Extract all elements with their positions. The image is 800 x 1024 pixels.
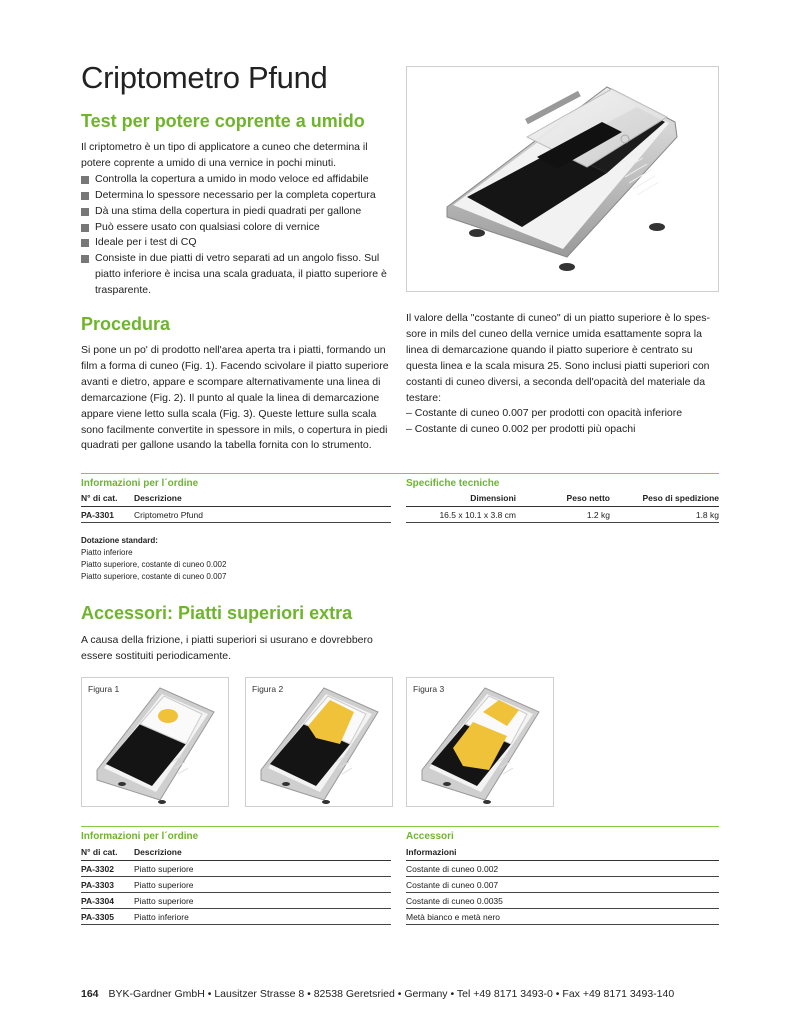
feature-list xyxy=(81,172,397,299)
square-bullet-icon xyxy=(81,224,89,232)
table-row xyxy=(406,507,719,523)
figure-3-illustration xyxy=(407,678,555,808)
feature-item: Può essere usato con qualsiasi colore di vernice xyxy=(81,220,397,236)
square-bullet-icon xyxy=(81,192,89,200)
wedge-constant-item: – Costante di cuneo 0.002 per prodotti più opachi xyxy=(406,423,636,436)
intro-heading: Test per potere coprente a umido xyxy=(81,111,365,131)
square-bullet-icon xyxy=(81,176,89,184)
square-bullet-icon xyxy=(81,239,89,247)
shipping-weight: 1.8 kg xyxy=(610,507,719,523)
section-divider xyxy=(81,473,719,474)
accessory-info: Costante di cuneo 0.0035 xyxy=(406,893,719,909)
figure-3 xyxy=(406,677,554,807)
table-row xyxy=(81,893,391,909)
wedge-constant-item: – Costante di cuneo 0.007 per prodotti con opacità inferiore xyxy=(406,407,683,420)
figure-1 xyxy=(81,677,229,807)
intro-paragraph: Il criptometro è un tipo di applicatore a cuneo che determina il potere coprente a umido di una vernice in pochi minuti. xyxy=(81,141,368,169)
col-description: Descrizione xyxy=(134,491,391,507)
table-row xyxy=(81,909,391,925)
table-row xyxy=(81,861,391,877)
cat-no: PA-3301 xyxy=(81,507,134,523)
feature-item: Dà una stima della copertura in piedi quadrati per gallone xyxy=(81,204,397,220)
feature-item: Determina lo spessore necessario per la completa copertura xyxy=(81,188,397,204)
feature-item: Consiste in due piatti di vetro separati ad un angolo fisso. Sul piatto inferiore è incisa una scala graduata, il piatto superiore è trasparente. xyxy=(81,251,397,299)
table-row xyxy=(406,877,719,893)
square-bullet-icon xyxy=(81,208,89,216)
standard-item: Piatto superiore, costante di cuneo 0.007 xyxy=(81,572,227,581)
cat-no: PA-3304 xyxy=(81,893,134,909)
standard-item: Piatto superiore, costante di cuneo 0.002 xyxy=(81,560,227,569)
accessories-table-heading: Accessori xyxy=(406,831,454,842)
col-information: Informazioni xyxy=(406,845,719,861)
col-dimensions: Dimensioni xyxy=(406,491,516,507)
procedure-heading: Procedura xyxy=(81,314,171,334)
tech-specs-table xyxy=(406,491,719,523)
standard-equipment-heading: Dotazione standard: xyxy=(81,536,158,545)
cat-no: PA-3303 xyxy=(81,877,134,893)
feature-item: Ideale per i test di CQ xyxy=(81,235,397,251)
product-photo xyxy=(406,66,719,292)
figure-2-illustration xyxy=(246,678,394,808)
description: Piatto superiore xyxy=(134,893,391,909)
company-address: BYK-Gardner GmbH • Lausitzer Strasse 8 • 82538 Geretsried • Germany • Tel +49 8171 3493-0 • Fax +49 8171 3493-140 xyxy=(108,988,675,1000)
order-info-heading-2: Informazioni per l´ordine xyxy=(81,831,199,842)
wedge-constant-paragraph: Il valore della "costante di cuneo" di un piatto superiore è lo spessore in mils del cuneo della vernice umida esattamente sopra la linea di demarcazione quando il piatto superiore è centrato su questa linea e la scala misura 25. Sono inclusi piatti superiori con costanti di cuneo diversi, a seconda dell'opacità del materiale da testare: xyxy=(406,312,710,404)
description: Piatto superiore xyxy=(134,861,391,877)
tech-specs-heading: Specifiche tecniche xyxy=(406,478,500,489)
col-shipping-weight: Peso di spedizione xyxy=(610,491,719,507)
figure-label: Figura 2 xyxy=(252,684,284,694)
col-cat-no: N° di cat. xyxy=(81,845,134,861)
figure-label: Figura 3 xyxy=(413,684,445,694)
accessories-heading: Accessori: Piatti superiori extra xyxy=(81,603,353,623)
cat-no: PA-3302 xyxy=(81,861,134,877)
order-table-accessories xyxy=(81,845,391,925)
col-cat-no: N° di cat. xyxy=(81,491,134,507)
order-info-heading: Informazioni per l´ordine xyxy=(81,478,199,489)
intro-block xyxy=(81,140,397,299)
accessory-info: Costante di cuneo 0.002 xyxy=(406,861,719,877)
description: Criptometro Pfund xyxy=(134,507,391,523)
col-net-weight: Peso netto xyxy=(516,491,610,507)
page-number: 164 xyxy=(81,988,99,1000)
square-bullet-icon xyxy=(81,255,89,263)
table-row xyxy=(81,507,391,523)
figure-label: Figura 1 xyxy=(88,684,120,694)
dimensions: 16.5 x 10.1 x 3.8 cm xyxy=(406,507,516,523)
accessory-info: Metà bianco e metà nero xyxy=(406,909,719,925)
table-row xyxy=(81,877,391,893)
feature-item: Controlla la copertura a umido in modo veloce ed affidabile xyxy=(81,172,397,188)
accessories-info-table xyxy=(406,845,719,925)
page-title: Criptometro Pfund xyxy=(81,60,328,95)
procedure-text-left: Si pone un po' di prodotto nell'area aperta tra i piatti, formando un film a forma di cuneo (Fig. 1). Facendo scivolare il piatto superiore avanti e dietro, appare e scompare alternativamente una linea di demarcazione (Fig. 2). Il punto al quale la linea di demarcazione appare viene letto sulla scala (Fig. 3). Queste letture sulla scala sono facilmente convertite in spessore in mils, o copertura in piedi quadrati per gallone usando la tabella fornita con lo strumento. xyxy=(81,344,389,452)
col-description: Descrizione xyxy=(134,845,391,861)
figure-1-illustration xyxy=(82,678,230,808)
table-row xyxy=(406,893,719,909)
accessories-paragraph: A causa della frizione, i piatti superiori si usurano e dovrebbero essere sostituiti periodicamente. xyxy=(81,634,373,662)
page-footer xyxy=(81,988,674,1000)
section-divider xyxy=(81,826,719,827)
description: Piatto inferiore xyxy=(134,909,391,925)
description: Piatto superiore xyxy=(134,877,391,893)
table-row xyxy=(406,861,719,877)
cryptometer-illustration xyxy=(407,67,720,293)
figure-2 xyxy=(245,677,393,807)
procedure-text-right xyxy=(406,311,719,438)
net-weight: 1.2 kg xyxy=(516,507,610,523)
standard-item: Piatto inferiore xyxy=(81,548,133,557)
standard-equipment xyxy=(81,535,226,583)
table-row xyxy=(406,909,719,925)
accessory-info: Costante di cuneo 0.007 xyxy=(406,877,719,893)
cat-no: PA-3305 xyxy=(81,909,134,925)
order-table-main xyxy=(81,491,391,523)
